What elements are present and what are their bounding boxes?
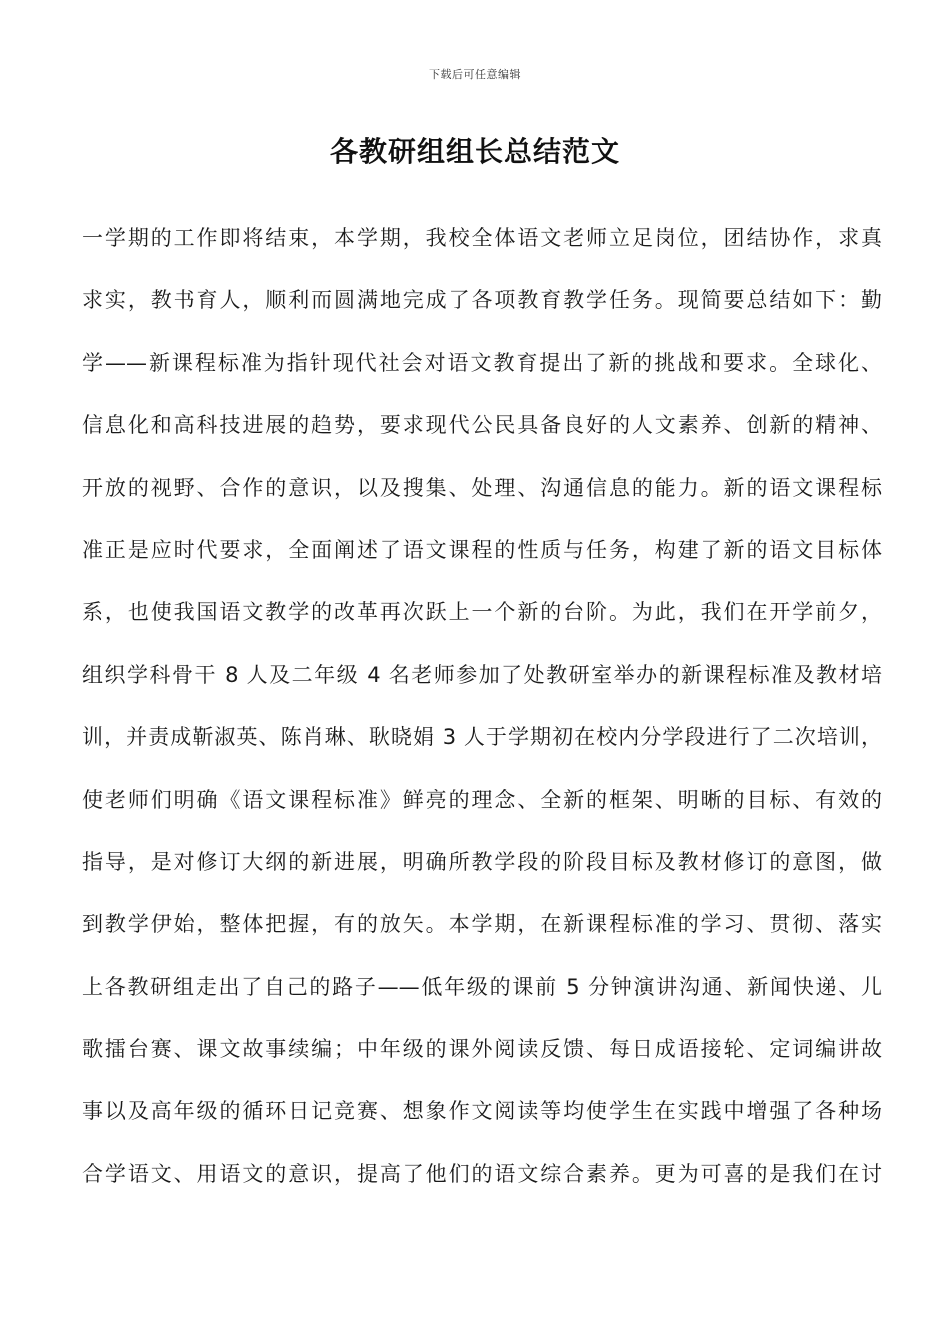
body-line: 学——新课程标准为指针现代社会对语文教育提出了新的挑战和要求。全球化、 [82,350,882,375]
body-line: 组织学科骨干 8 人及二年级 4 名老师参加了处教研室举办的新课程标准及教材培 [82,662,882,687]
document-title: 各教研组组长总结范文 [329,135,620,168]
body-line: 事以及高年级的循环日记竞赛、想象作文阅读等均使学生在实践中增强了各种场 [82,1099,882,1124]
body-line: 合学语文、用语文的意识，提高了他们的语文综合素养。更为可喜的是我们在讨 [82,1161,882,1186]
header-note: 下载后可任意编辑 [429,68,521,81]
body-line: 歌擂台赛、课文故事续编；中年级的课外阅读反馈、每日成语接轮、定词编讲故 [82,1037,882,1062]
body-line: 训，并责成靳淑英、陈肖琳、耿晓娟 3 人于学期初在校内分学段进行了二次培训， [82,725,882,750]
body-line: 到教学伊始，整体把握，有的放矢。本学期，在新课程标准的学习、贯彻、落实 [82,912,882,937]
body-text [82,214,882,1212]
body-line: 信息化和高科技进展的趋势，要求现代公民具备良好的人文素养、创新的精神、 [82,413,882,438]
body-line: 开放的视野、合作的意识，以及搜集、处理、沟通信息的能力。新的语文课程标 [82,475,882,500]
body-line: 上各教研组走出了自己的路子——低年级的课前 5 分钟演讲沟通、新闻快递、儿 [82,974,882,999]
body-line: 使老师们明确《语文课程标准》鲜亮的理念、全新的框架、明晰的目标、有效的 [82,787,882,812]
body-line: 指导，是对修订大纲的新进展，明确所教学段的阶段目标及教材修订的意图，做 [82,849,882,874]
body-line: 准正是应时代要求，全面阐述了语文课程的性质与任务，构建了新的语文目标体 [82,537,882,562]
body-line: 一学期的工作即将结束，本学期，我校全体语文老师立足岗位，团结协作，求真 [82,226,882,250]
body-line: 系，也使我国语文教学的改革再次跃上一个新的台阶。为此，我们在开学前夕， [82,600,882,625]
body-line: 求实，教书育人，顺利而圆满地完成了各项教育教学任务。现简要总结如下：勤 [82,288,882,313]
